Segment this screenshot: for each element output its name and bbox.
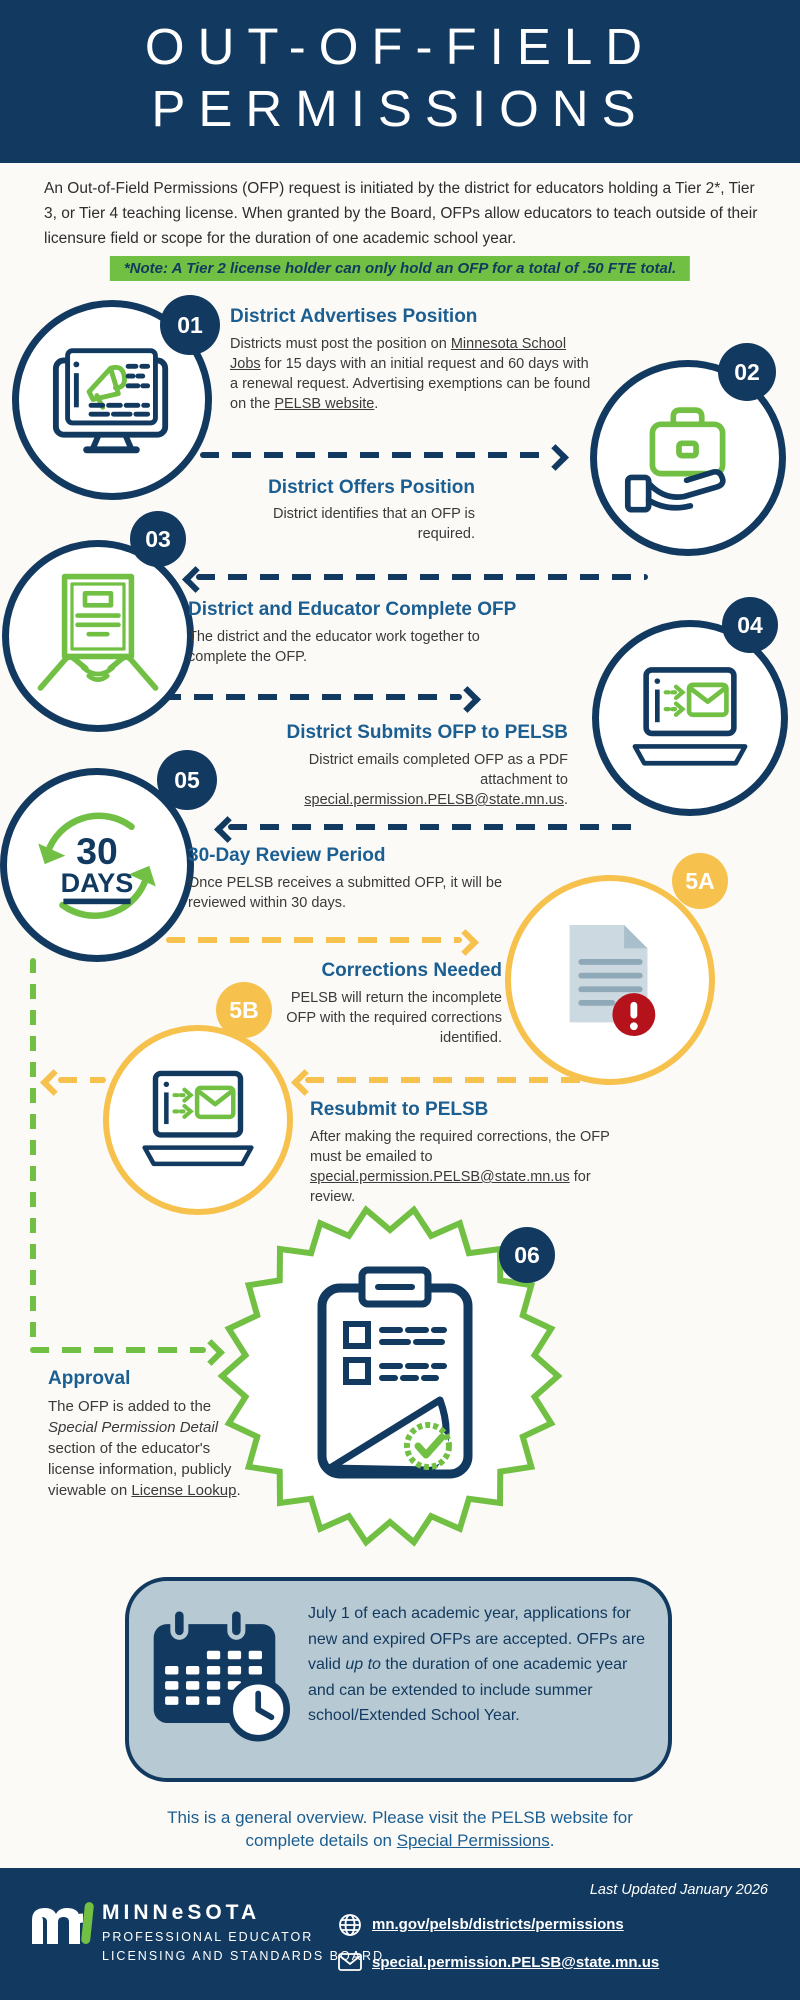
step03-body: The district and the educator work together to complete the OFP. bbox=[188, 629, 480, 665]
license-lookup-link[interactable]: License Lookup bbox=[131, 1482, 237, 1499]
step04-badge: 04 bbox=[722, 597, 778, 653]
step05-badge: 05 bbox=[157, 750, 217, 810]
timeline-info-text bbox=[308, 1601, 656, 1729]
step06-badge: 06 bbox=[499, 1227, 555, 1283]
page-title bbox=[0, 0, 800, 140]
certificate-handshake-icon bbox=[33, 571, 163, 701]
arrowhead-right-1 bbox=[542, 444, 569, 471]
step06-body-text2: section of the educator's license information, publicly viewable on bbox=[48, 1440, 232, 1499]
calendar-clock-icon bbox=[148, 1602, 300, 1747]
pelsb-website-link[interactable]: PELSB website bbox=[274, 396, 375, 412]
outro-text1: This is a general overview. Please visit the PELSB website for complete details on bbox=[167, 1808, 633, 1850]
connector-4-5 bbox=[228, 824, 636, 830]
step5b-body bbox=[310, 1127, 632, 1207]
page-title-line1: OUT-OF-FIELD bbox=[144, 18, 656, 75]
step01-body-text1: Districts must post the position on bbox=[230, 336, 451, 352]
thirty-text: 30 bbox=[76, 830, 118, 873]
last-updated-text: Last Updated January 2026 bbox=[589, 1882, 768, 1898]
step5b-title: Resubmit to PELSB bbox=[310, 1099, 489, 1120]
step5a-badge: 5A bbox=[672, 853, 728, 909]
page-title-line2: PERMISSIONS bbox=[151, 80, 649, 137]
footer-org-line2: PROFESSIONAL EDUCATOR bbox=[102, 1930, 314, 1944]
arrowhead-left-5b bbox=[291, 1069, 318, 1096]
clipboard-approved-icon bbox=[300, 1262, 490, 1487]
pelsb-email-link[interactable]: special.permission.PELSB@state.mn.us bbox=[304, 792, 564, 808]
intro-paragraph: An Out-of-Field Permissions (OFP) request is initiated by the district for educators holding a Tier 2*, Tier 3, or Tier 4 teaching license. When granted by the Board, OFPs allow educators to teach outside of their licensure field or scope for the duration of one academic school year. bbox=[44, 180, 758, 247]
connector-1-2 bbox=[200, 452, 550, 458]
step02-body: District identifies that an OFP is required. bbox=[272, 506, 475, 542]
step06-body-text3: . bbox=[236, 1482, 241, 1499]
mn-state-logo bbox=[28, 1898, 96, 1948]
step5a-circle bbox=[505, 875, 715, 1085]
step04-body bbox=[250, 750, 568, 810]
step01-badge: 01 bbox=[160, 295, 220, 355]
special-permissions-link[interactable]: Special Permissions bbox=[396, 1831, 550, 1850]
step06-body-text1: The OFP is added to the bbox=[48, 1398, 212, 1415]
step01-body bbox=[230, 334, 592, 414]
connector-2-3 bbox=[196, 574, 648, 580]
document-error-icon bbox=[554, 919, 666, 1041]
step5b-body-text2: for review. bbox=[310, 1169, 591, 1205]
step01-title: District Advertises Position bbox=[230, 306, 478, 327]
step05-title: 30-Day Review Period bbox=[188, 845, 386, 866]
info-text2: the duration of one academic year and can be extended to include summer school/Extended School Year. bbox=[308, 1656, 628, 1724]
step01-body-text3: . bbox=[374, 396, 379, 412]
header-bar bbox=[0, 0, 800, 163]
footer-org-name: MINNeSOTA bbox=[102, 1901, 261, 1924]
connector-5-5a bbox=[166, 937, 462, 943]
footer-email-link[interactable]: special.permission.PELSB@state.mn.us bbox=[372, 1954, 660, 1971]
minnesota-school-jobs-link[interactable]: Minnesota School Jobs bbox=[230, 336, 567, 372]
step03-title: District and Educator Complete OFP bbox=[188, 599, 517, 620]
info-text1: July 1 of each academic year, applications for new and expired OFPs are accepted. OFPs are valid bbox=[308, 1605, 646, 1673]
step04-title: District Submits OFP to PELSB bbox=[286, 722, 568, 743]
globe-icon bbox=[337, 1912, 363, 1938]
laptop-email-icon bbox=[130, 1068, 266, 1172]
arrowhead-right-5a bbox=[452, 929, 479, 956]
30-days-cycle-icon bbox=[27, 795, 167, 935]
step5b-body-text1: After making the required corrections, the OFP must be emailed to bbox=[310, 1129, 610, 1165]
footer-website-link[interactable]: mn.gov/pelsb/districts/permissions bbox=[372, 1916, 624, 1933]
pelsb-email-link-2[interactable]: special.permission.PELSB@state.mn.us bbox=[310, 1169, 570, 1185]
step03-circle bbox=[2, 540, 194, 732]
step02-badge: 02 bbox=[718, 343, 776, 401]
arrowhead-left-4 bbox=[214, 816, 241, 843]
arrowhead-left-return bbox=[40, 1069, 67, 1096]
footer-org-line3: LICENSING AND STANDARDS BOARD bbox=[102, 1949, 385, 1963]
connector-3-4 bbox=[162, 694, 462, 700]
monitor-megaphone-icon bbox=[46, 339, 178, 461]
step5b-circle bbox=[103, 1025, 293, 1215]
step04-body-text2: . bbox=[563, 792, 568, 808]
outro-text2: . bbox=[549, 1831, 555, 1850]
step04-body-text1: District emails completed OFP as a PDF attachment to bbox=[308, 752, 568, 788]
hand-briefcase-icon bbox=[624, 394, 752, 522]
up-to-emphasis: up to bbox=[345, 1656, 381, 1673]
step02-title: District Offers Position bbox=[268, 477, 475, 498]
step01-body-text2: for 15 days with an initial request and 60 days with a renewal request. Advertising exemptions can be found on the bbox=[230, 356, 591, 412]
connector-5-6-horizontal bbox=[30, 1347, 206, 1353]
envelope-icon bbox=[337, 1952, 363, 1972]
step5a-title: Corrections Needed bbox=[321, 960, 502, 981]
step03-badge: 03 bbox=[130, 511, 186, 567]
special-permission-detail-label: Special Permission Detail bbox=[48, 1419, 219, 1436]
days-text: DAYS bbox=[60, 868, 134, 899]
step06-body bbox=[48, 1396, 244, 1501]
connector-5-6-vertical bbox=[30, 958, 36, 1350]
outro-text bbox=[150, 1806, 650, 1852]
connector-5a-5b bbox=[305, 1077, 587, 1083]
step5a-body: PELSB will return the incomplete OFP with the required corrections identified. bbox=[286, 990, 502, 1046]
arrowhead-right-3 bbox=[454, 686, 481, 713]
arrowhead-left-2 bbox=[182, 566, 209, 593]
step06-title: Approval bbox=[48, 1368, 131, 1389]
step5b-badge: 5B bbox=[216, 982, 272, 1038]
laptop-email-icon bbox=[620, 664, 760, 772]
step05-body: Once PELSB receives a submitted OFP, it will be reviewed within 30 days. bbox=[188, 875, 503, 911]
tier2-note: *Note: A Tier 2 license holder can only hold an OFP for a total of .50 FTE total. bbox=[110, 256, 690, 281]
